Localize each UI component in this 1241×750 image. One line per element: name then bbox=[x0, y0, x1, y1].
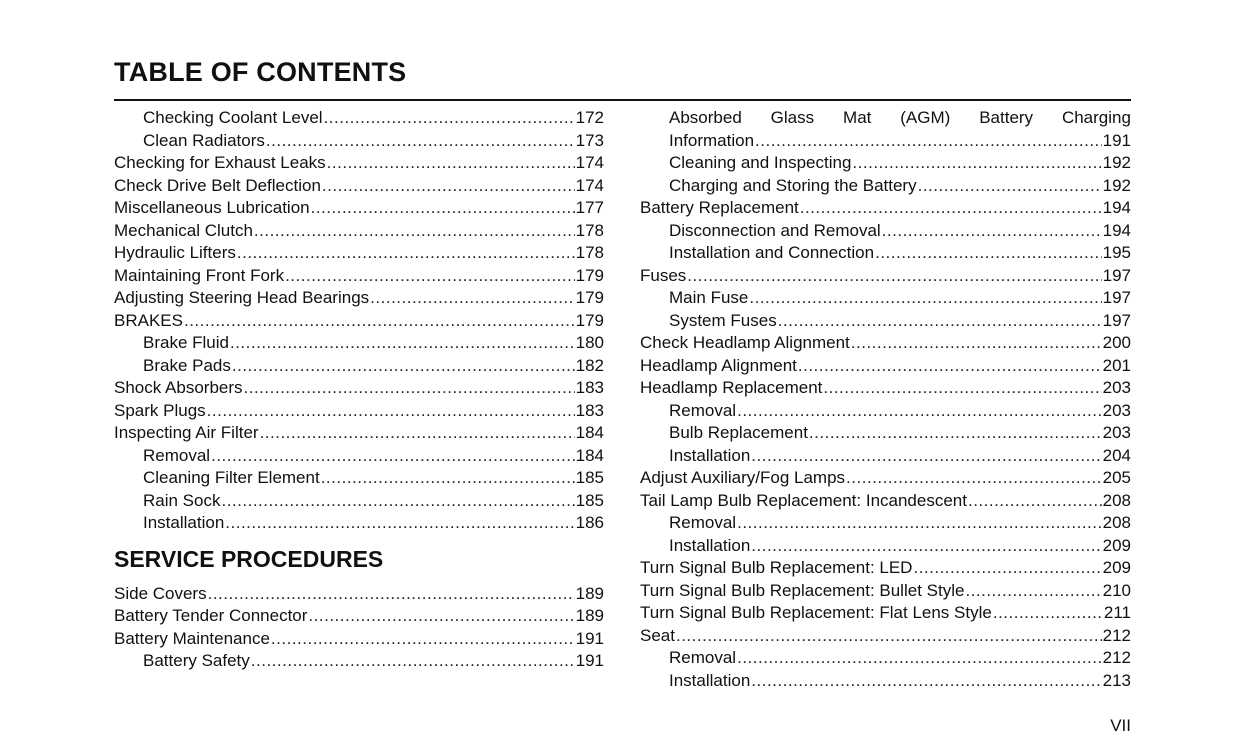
dot-leader bbox=[778, 310, 1102, 333]
left-column bbox=[114, 107, 604, 673]
toc-entry-label-word: Absorbed bbox=[669, 108, 742, 127]
toc-entry[interactable] bbox=[114, 445, 604, 468]
dot-leader bbox=[285, 265, 575, 288]
toc-entry[interactable] bbox=[640, 580, 1131, 603]
toc-entry-page: 210 bbox=[1102, 580, 1131, 600]
toc-entry[interactable] bbox=[114, 197, 604, 220]
toc-entry-label: Battery Tender Connector bbox=[114, 606, 308, 625]
toc-entry[interactable] bbox=[114, 265, 604, 288]
toc-entry-page: 200 bbox=[1102, 333, 1131, 352]
toc-entry-label: Tail Lamp Bulb Replacement: Incandescent bbox=[640, 490, 967, 510]
dot-leader bbox=[184, 310, 575, 333]
toc-entry-label-word: Charging bbox=[1061, 108, 1131, 127]
toc-entry-label: Removal bbox=[143, 445, 211, 465]
toc-entry-page: 201 bbox=[1102, 355, 1131, 375]
toc-entry[interactable] bbox=[640, 647, 1131, 670]
toc-list-service-procedures bbox=[114, 583, 604, 673]
dot-leader bbox=[800, 197, 1102, 220]
toc-entry-page: 179 bbox=[575, 265, 604, 285]
toc-entry-label: Turn Signal Bulb Replacement: Bullet Style bbox=[640, 580, 965, 600]
dot-leader bbox=[751, 535, 1101, 558]
toc-entry-label: Maintaining Front Fork bbox=[114, 265, 285, 285]
toc-entry-label: Checking Coolant Level bbox=[143, 108, 323, 127]
dot-leader bbox=[882, 220, 1102, 243]
toc-entry-page: 191 bbox=[1102, 130, 1131, 150]
toc-entry-page: 189 bbox=[575, 606, 604, 625]
toc-entry[interactable] bbox=[640, 242, 1131, 265]
toc-entry-page: 172 bbox=[575, 108, 604, 127]
toc-entry[interactable] bbox=[114, 422, 604, 445]
toc-entry-label-word: Battery bbox=[979, 108, 1034, 127]
dot-leader bbox=[221, 490, 574, 513]
dot-leader bbox=[321, 467, 575, 490]
toc-entry[interactable] bbox=[640, 355, 1131, 378]
toc-entry-page: 191 bbox=[575, 651, 604, 670]
dot-leader bbox=[237, 242, 575, 265]
toc-entry-page: 189 bbox=[575, 583, 604, 603]
toc-entry-page: 178 bbox=[575, 243, 604, 262]
toc-entry-page: 197 bbox=[1102, 288, 1131, 307]
toc-entry-page: 208 bbox=[1102, 513, 1131, 532]
toc-entry-label: Clean Radiators bbox=[143, 130, 265, 150]
toc-entry-label: Spark Plugs bbox=[114, 400, 206, 420]
toc-entry-label: Installation bbox=[143, 513, 225, 532]
toc-entry-page: 174 bbox=[575, 153, 604, 172]
toc-entry[interactable] bbox=[114, 332, 604, 355]
toc-entry-label: Adjust Auxiliary/Fog Lamps bbox=[640, 468, 846, 487]
toc-entry-label: Miscellaneous Lubrication bbox=[114, 198, 310, 217]
toc-entry[interactable] bbox=[640, 197, 1131, 220]
dot-leader bbox=[913, 557, 1101, 580]
toc-entry-page: 208 bbox=[1102, 490, 1131, 510]
toc-entry[interactable] bbox=[640, 467, 1131, 490]
toc-entry-page: 191 bbox=[575, 628, 604, 648]
toc-entry-label: Information bbox=[669, 130, 755, 150]
section-heading-service-procedures: SERVICE PROCEDURES bbox=[114, 545, 384, 572]
toc-entry-page: 212 bbox=[1102, 648, 1131, 667]
dot-leader bbox=[327, 152, 575, 175]
toc-entry-page: 192 bbox=[1102, 153, 1131, 172]
toc-entry[interactable] bbox=[114, 628, 604, 651]
dot-leader bbox=[254, 220, 575, 243]
toc-entry[interactable] bbox=[640, 152, 1131, 175]
toc-entry-page: 184 bbox=[575, 445, 604, 465]
dot-leader bbox=[823, 377, 1101, 400]
toc-entry-label: Removal bbox=[669, 513, 737, 532]
toc-entry-label: Check Headlamp Alignment bbox=[640, 333, 850, 352]
toc-entry-label: Brake Fluid bbox=[143, 333, 229, 352]
toc-entry-label: Turn Signal Bulb Replacement: Flat Lens Style bbox=[640, 603, 992, 622]
toc-entry[interactable] bbox=[640, 602, 1131, 625]
toc-entry-page: 209 bbox=[1102, 535, 1131, 555]
toc-entry-label: Charging and Storing the Battery bbox=[669, 175, 917, 195]
toc-entry-page: 179 bbox=[575, 310, 604, 330]
toc-entry[interactable] bbox=[114, 310, 604, 333]
toc-entry-page: 183 bbox=[575, 378, 604, 397]
toc-entry[interactable] bbox=[640, 265, 1131, 288]
dot-leader bbox=[271, 628, 575, 651]
toc-entry[interactable] bbox=[114, 175, 604, 198]
dot-leader bbox=[260, 422, 575, 445]
title-divider bbox=[114, 99, 1131, 101]
toc-entry-label: Installation bbox=[669, 535, 751, 555]
toc-entry[interactable] bbox=[114, 467, 604, 490]
toc-entry[interactable] bbox=[640, 332, 1131, 355]
toc-entry-page: 194 bbox=[1102, 198, 1131, 217]
right-column bbox=[640, 107, 1131, 692]
toc-entry-page: 192 bbox=[1102, 175, 1131, 195]
toc-entry-page: 180 bbox=[575, 333, 604, 352]
toc-entry-label: Installation bbox=[669, 670, 751, 690]
toc-entry[interactable] bbox=[640, 377, 1131, 400]
toc-entry[interactable] bbox=[640, 490, 1131, 513]
toc-entry[interactable] bbox=[640, 400, 1131, 423]
toc-entry[interactable] bbox=[640, 557, 1131, 580]
toc-entry-label: Shock Absorbers bbox=[114, 378, 243, 397]
toc-entry-label: System Fuses bbox=[669, 310, 777, 330]
toc-entry-page: 174 bbox=[575, 175, 604, 195]
toc-entry-label: Battery Maintenance bbox=[114, 628, 270, 648]
toc-entry-label: Removal bbox=[669, 400, 737, 420]
toc-entry[interactable] bbox=[114, 583, 604, 606]
toc-entry[interactable] bbox=[114, 400, 604, 423]
dot-leader bbox=[846, 467, 1102, 490]
dot-leader bbox=[230, 332, 575, 355]
toc-entry-page: 173 bbox=[575, 130, 604, 150]
dot-leader bbox=[370, 287, 574, 310]
dot-leader bbox=[751, 445, 1101, 468]
toc-entry-label: Battery Replacement bbox=[640, 198, 799, 217]
toc-entry[interactable] bbox=[114, 377, 604, 400]
toc-entry-page: 182 bbox=[575, 355, 604, 375]
toc-entry-label: Checking for Exhaust Leaks bbox=[114, 153, 326, 172]
toc-entry-label: Battery Safety bbox=[143, 651, 250, 670]
dot-leader bbox=[311, 197, 575, 220]
toc-entry-page: 203 bbox=[1102, 400, 1131, 420]
page-title: TABLE OF CONTENTS bbox=[114, 57, 407, 87]
toc-entry-label-word: Glass bbox=[770, 108, 815, 127]
toc-entry-label: Seat bbox=[640, 625, 675, 645]
toc-entry-label-word: Mat bbox=[843, 108, 872, 127]
toc-entry[interactable] bbox=[114, 242, 604, 265]
dot-leader bbox=[751, 670, 1101, 693]
dot-leader bbox=[809, 422, 1102, 445]
dot-leader bbox=[737, 400, 1102, 423]
dot-leader bbox=[737, 512, 1102, 535]
toc-entry[interactable] bbox=[114, 490, 604, 513]
toc-entry-label: Mechanical Clutch bbox=[114, 220, 253, 240]
toc-entry[interactable] bbox=[640, 220, 1131, 243]
toc-entry[interactable] bbox=[640, 422, 1131, 445]
toc-entry-label: Rain Sock bbox=[143, 490, 221, 510]
toc-entry[interactable] bbox=[114, 355, 604, 378]
toc-entry[interactable] bbox=[114, 220, 604, 243]
toc-entry-label: BRAKES bbox=[114, 310, 183, 330]
toc-entry-page: 209 bbox=[1102, 558, 1131, 577]
toc-entry-label: Side Covers bbox=[114, 583, 207, 603]
toc-entry-page: 184 bbox=[575, 423, 604, 442]
toc-entry[interactable] bbox=[640, 310, 1131, 333]
toc-entry-label: Adjusting Steering Head Bearings bbox=[114, 288, 370, 307]
toc-entry-page: 194 bbox=[1102, 220, 1131, 240]
toc-entry-agm-heading[interactable] bbox=[640, 107, 1131, 130]
toc-entry[interactable] bbox=[640, 512, 1131, 535]
toc-entry[interactable] bbox=[640, 670, 1131, 693]
dot-leader bbox=[225, 512, 574, 535]
dot-leader bbox=[687, 265, 1101, 288]
toc-entry-page: 203 bbox=[1102, 423, 1131, 442]
toc-entry-label: Installation and Connection bbox=[669, 243, 875, 262]
dot-leader bbox=[749, 287, 1101, 310]
toc-entry-label: Turn Signal Bulb Replacement: LED bbox=[640, 558, 913, 577]
dot-leader bbox=[251, 650, 575, 673]
dot-leader bbox=[322, 175, 575, 198]
toc-entry-label: Check Drive Belt Deflection bbox=[114, 175, 321, 195]
toc-entry-page: 212 bbox=[1102, 625, 1131, 645]
toc-entry-label: Inspecting Air Filter bbox=[114, 423, 259, 442]
toc-entry[interactable] bbox=[114, 287, 604, 310]
dot-leader bbox=[244, 377, 575, 400]
toc-entry-label: Cleaning and Inspecting bbox=[669, 153, 852, 172]
dot-leader bbox=[851, 332, 1102, 355]
toc-entry[interactable] bbox=[640, 625, 1131, 648]
toc-entry-label: Disconnection and Removal bbox=[669, 220, 881, 240]
toc-entry-label: Cleaning Filter Element bbox=[143, 468, 320, 487]
dot-leader bbox=[232, 355, 575, 378]
toc-entry-label: Main Fuse bbox=[669, 288, 749, 307]
dot-leader bbox=[737, 647, 1102, 670]
toc-entry-label: Removal bbox=[669, 648, 737, 667]
toc-entry-label: Fuses bbox=[640, 265, 687, 285]
dot-leader bbox=[965, 580, 1101, 603]
dot-leader bbox=[308, 605, 574, 628]
dot-leader bbox=[266, 130, 575, 153]
dot-leader bbox=[968, 490, 1102, 513]
toc-entry-page: 204 bbox=[1102, 445, 1131, 465]
dot-leader bbox=[798, 355, 1102, 378]
toc-entry-page: 177 bbox=[575, 198, 604, 217]
toc-entry-page: 197 bbox=[1102, 265, 1131, 285]
toc-entry[interactable] bbox=[640, 535, 1131, 558]
toc-entry-page: 178 bbox=[575, 220, 604, 240]
toc-entry-page: 211 bbox=[1103, 603, 1131, 622]
dot-leader bbox=[875, 242, 1102, 265]
toc-entry[interactable] bbox=[114, 152, 604, 175]
toc-entry-page: 186 bbox=[575, 513, 604, 532]
dot-leader bbox=[211, 445, 575, 468]
page-number: VII bbox=[1110, 716, 1131, 735]
dot-leader bbox=[208, 583, 575, 606]
toc-entry[interactable] bbox=[640, 445, 1131, 468]
toc-entry-page: 183 bbox=[575, 400, 604, 420]
toc-list-maintenance bbox=[114, 107, 604, 535]
toc-entry-label: Brake Pads bbox=[143, 355, 231, 375]
toc-entry-label: Hydraulic Lifters bbox=[114, 243, 236, 262]
toc-entry-page: 195 bbox=[1102, 243, 1131, 262]
toc-entry[interactable] bbox=[640, 130, 1131, 153]
toc-entry-page: 185 bbox=[575, 490, 604, 510]
toc-entry[interactable] bbox=[640, 175, 1131, 198]
toc-entry-label-word: (AGM) bbox=[900, 108, 951, 127]
toc-entry-label: Bulb Replacement bbox=[669, 423, 808, 442]
toc-entry-label: Headlamp Replacement bbox=[640, 378, 823, 397]
toc-entry[interactable] bbox=[114, 107, 604, 130]
dot-leader bbox=[918, 175, 1102, 198]
toc-entry-page: 205 bbox=[1102, 468, 1131, 487]
toc-entry-page: 213 bbox=[1102, 670, 1131, 690]
toc-entry[interactable] bbox=[114, 512, 604, 535]
dot-leader bbox=[852, 152, 1101, 175]
dot-leader bbox=[207, 400, 575, 423]
toc-entry[interactable] bbox=[114, 605, 604, 628]
toc-entry[interactable] bbox=[640, 287, 1131, 310]
toc-entry[interactable] bbox=[114, 650, 604, 673]
toc-entry-page: 185 bbox=[575, 468, 604, 487]
toc-entry[interactable] bbox=[114, 130, 604, 153]
toc-entry-page: 197 bbox=[1102, 310, 1131, 330]
toc-entry-label: Headlamp Alignment bbox=[640, 355, 797, 375]
dot-leader bbox=[324, 107, 575, 130]
toc-list-electrical bbox=[640, 130, 1131, 693]
toc-entry-label: Installation bbox=[669, 445, 751, 465]
toc-entry-page: 179 bbox=[575, 288, 604, 307]
toc-entry-page: 203 bbox=[1102, 378, 1131, 397]
dot-leader bbox=[993, 602, 1103, 625]
dot-leader bbox=[676, 625, 1102, 648]
dot-leader bbox=[755, 130, 1102, 153]
